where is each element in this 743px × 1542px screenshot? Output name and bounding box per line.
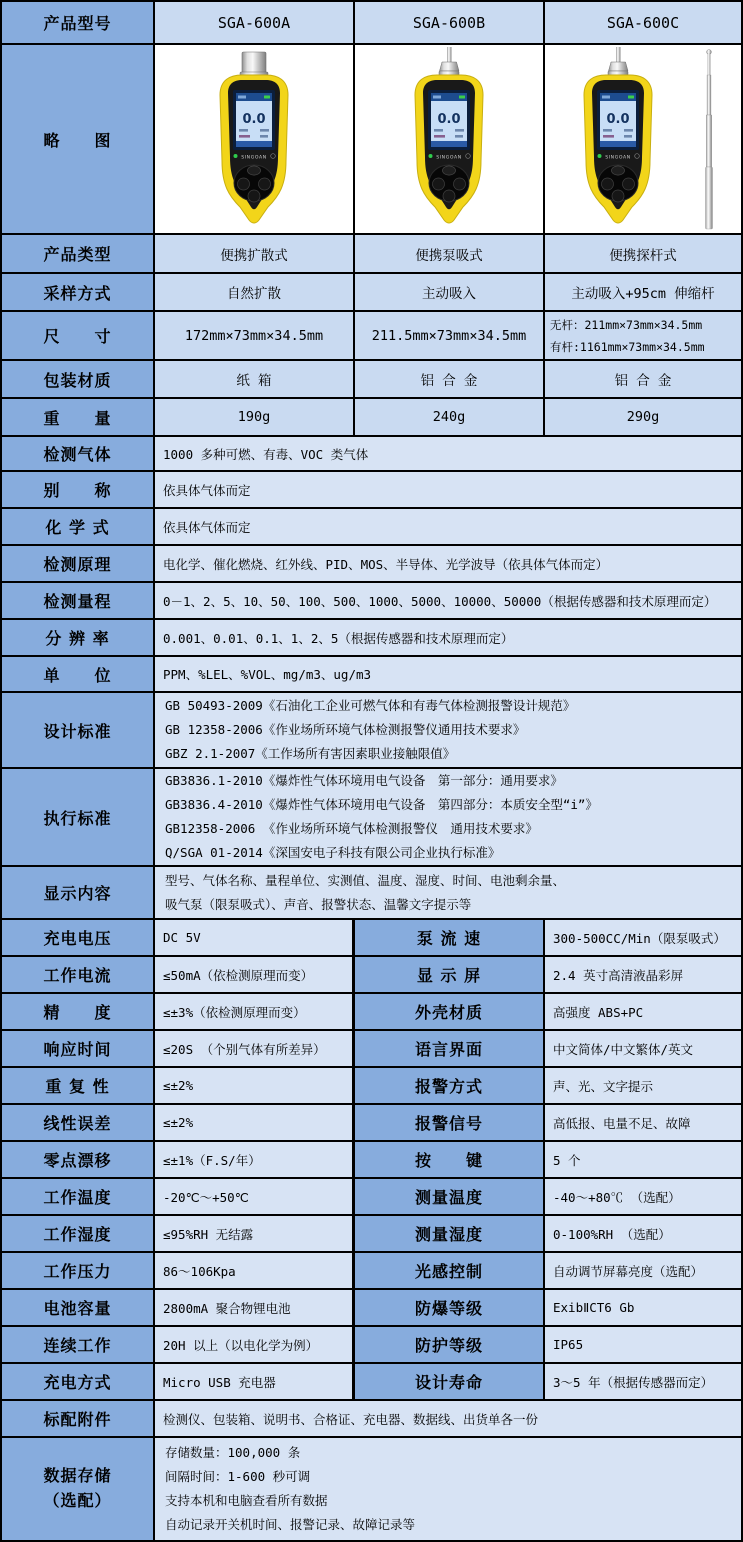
spec-value: -20℃～+50℃ bbox=[155, 1179, 355, 1216]
table-row bbox=[0, 957, 743, 994]
spec-value: 依具体气体而定 bbox=[155, 472, 743, 509]
spec-label: 产品类型 bbox=[0, 235, 155, 274]
spec-label: 按 键 bbox=[355, 1142, 545, 1179]
spec-label: 分 辨 率 bbox=[0, 620, 155, 657]
spec-label: 零点漂移 bbox=[0, 1142, 155, 1179]
spec-label: 别 称 bbox=[0, 472, 155, 509]
spec-value: ExibⅡCT6 Gb bbox=[545, 1290, 743, 1327]
spec-value: 高强度 ABS+PC bbox=[545, 994, 743, 1031]
screen-info-row bbox=[603, 135, 614, 138]
spec-value: 86～106Kpa bbox=[155, 1253, 355, 1290]
header-product-model-label: 产品型号 bbox=[0, 0, 155, 45]
spec-value: ≤±1%（F.S/年） bbox=[155, 1142, 355, 1179]
spec-label: 响应时间 bbox=[0, 1031, 155, 1068]
spec-value: 依具体气体而定 bbox=[155, 509, 743, 546]
spec-label: 执行标准 bbox=[0, 769, 155, 867]
spec-label: 检测气体 bbox=[0, 437, 155, 472]
table-row bbox=[0, 620, 743, 657]
sketch-cell-sga-600a bbox=[155, 45, 355, 235]
spec-label: 报警信号 bbox=[355, 1105, 545, 1142]
left-button bbox=[602, 178, 614, 190]
spec-value: 便携探杆式 bbox=[545, 235, 743, 274]
spec-label: 光感控制 bbox=[355, 1253, 545, 1290]
spec-label bbox=[0, 1438, 155, 1542]
spec-value bbox=[545, 312, 743, 361]
spec-value: 0－1、2、5、10、50、100、500、1000、5000、10000、50000（根据传感器和技术原理而定） bbox=[155, 583, 743, 620]
pump-probe bbox=[616, 47, 621, 62]
spec-value: ≤95%RH 无结露 bbox=[155, 1216, 355, 1253]
table-row bbox=[0, 399, 743, 437]
device-illustration-sga-600c bbox=[558, 47, 728, 231]
spec-value: ≤±2% bbox=[155, 1105, 355, 1142]
left-button bbox=[238, 178, 250, 190]
spec-label: 测量温度 bbox=[355, 1179, 545, 1216]
spec-value: ≤±3%（依检测原理而变） bbox=[155, 994, 355, 1031]
table-row bbox=[0, 769, 743, 867]
spec-label: 工作湿度 bbox=[0, 1216, 155, 1253]
telescopic-rod-segment bbox=[707, 75, 711, 115]
spec-value: Micro USB 充电器 bbox=[155, 1364, 355, 1401]
spec-value: 2.4 英寸高清液晶彩屏 bbox=[545, 957, 743, 994]
spec-value-line: 有杆:1161mm×73mm×34.5mm bbox=[550, 339, 705, 354]
table-row bbox=[0, 1401, 743, 1438]
screen-battery-icon bbox=[264, 96, 270, 99]
spec-label: 工作温度 bbox=[0, 1179, 155, 1216]
screen-signal-icon bbox=[602, 96, 610, 99]
spec-value-line: GB 12358-2006《作业场所环境气体检测报警仪通用技术要求》 bbox=[165, 722, 526, 737]
spec-label: 精 度 bbox=[0, 994, 155, 1031]
screen-battery-icon bbox=[628, 96, 634, 99]
spec-value: 便携泵吸式 bbox=[355, 235, 545, 274]
device-led bbox=[234, 154, 238, 158]
table-row bbox=[0, 1253, 743, 1290]
spec-label: 单 位 bbox=[0, 657, 155, 693]
spec-label: 检测量程 bbox=[0, 583, 155, 620]
spec-label: 显 示 屏 bbox=[355, 957, 545, 994]
spec-label: 泵 流 速 bbox=[355, 920, 545, 957]
spec-value-line: GB3836.4-2010《爆炸性气体环境用电气设备 第四部分：本质安全型“i”》 bbox=[165, 797, 598, 812]
screen-info-row bbox=[624, 135, 632, 138]
spec-value: IP65 bbox=[545, 1327, 743, 1364]
pump-probe bbox=[447, 47, 452, 62]
table-row bbox=[0, 361, 743, 399]
menu-button bbox=[248, 166, 261, 175]
table-row bbox=[0, 583, 743, 620]
table-row bbox=[0, 472, 743, 509]
spec-value: 0-100%RH （选配） bbox=[545, 1216, 743, 1253]
header-model-sga-600c: SGA-600C bbox=[545, 0, 743, 45]
screen-info-row bbox=[239, 135, 250, 138]
spec-value-line: 吸气泵（限泵吸式）、声音、报警状态、温馨文字提示等 bbox=[165, 896, 472, 912]
spec-value: 便携扩散式 bbox=[155, 235, 355, 274]
screen-date-strip bbox=[236, 141, 272, 147]
screen-info-row bbox=[455, 129, 464, 132]
table-row bbox=[0, 1216, 743, 1253]
device-illustration-sga-600b bbox=[389, 47, 509, 231]
table-row bbox=[0, 1364, 743, 1401]
menu-button bbox=[443, 166, 456, 175]
spec-label: 电池容量 bbox=[0, 1290, 155, 1327]
spec-value-line: GB12358-2006 《作业场所环境气体检测报警仪 通用技术要求》 bbox=[165, 821, 538, 836]
table-row bbox=[0, 1327, 743, 1364]
spec-value: 2800mA 聚合物锂电池 bbox=[155, 1290, 355, 1327]
spec-value-line: 自动记录开关机时间、报警记录、故障记录等 bbox=[165, 1517, 416, 1532]
spec-label: 线性误差 bbox=[0, 1105, 155, 1142]
spec-label: 防爆等级 bbox=[355, 1290, 545, 1327]
table-row bbox=[0, 920, 743, 957]
table-row bbox=[0, 1290, 743, 1327]
spec-value: 5 个 bbox=[545, 1142, 743, 1179]
sketch-cell-sga-600c bbox=[545, 45, 743, 235]
spec-value: 主动吸入 bbox=[355, 274, 545, 312]
left-button bbox=[433, 178, 445, 190]
screen-info-row bbox=[455, 135, 463, 138]
spec-value-line: GBZ 2.1-2007《工作场所有害因素职业接触限值》 bbox=[165, 746, 456, 761]
table-row bbox=[0, 235, 743, 274]
spec-value: DC 5V bbox=[155, 920, 355, 957]
spec-value: 290g bbox=[545, 399, 743, 437]
spec-label: 包装材质 bbox=[0, 361, 155, 399]
table-row bbox=[0, 509, 743, 546]
spec-value: 240g bbox=[355, 399, 545, 437]
spec-value: 中文简体/中文繁体/英文 bbox=[545, 1031, 743, 1068]
spec-label: 尺 寸 bbox=[0, 312, 155, 361]
table-row bbox=[0, 1438, 743, 1542]
spec-value bbox=[155, 769, 743, 867]
spec-value: 铝 合 金 bbox=[355, 361, 545, 399]
table-row bbox=[0, 1105, 743, 1142]
spec-label: 设计寿命 bbox=[355, 1364, 545, 1401]
screen-signal-icon bbox=[433, 96, 441, 99]
enter-button bbox=[248, 190, 260, 202]
screen-info-row bbox=[434, 135, 445, 138]
device-screen-value: 0.0 bbox=[437, 112, 461, 127]
spec-value: ≤±2% bbox=[155, 1068, 355, 1105]
spec-value: 检测仪、包装箱、说明书、合格证、充电器、数据线、出货单各一份 bbox=[155, 1401, 743, 1438]
spec-value bbox=[155, 1438, 743, 1542]
spec-label: 充电方式 bbox=[0, 1364, 155, 1401]
spec-value-line: 支持本机和电脑查看所有数据 bbox=[165, 1493, 328, 1508]
spec-label: 测量湿度 bbox=[355, 1216, 545, 1253]
screen-info-row bbox=[603, 129, 612, 132]
device-brand-label: SINGOAN bbox=[436, 155, 462, 161]
spec-label-line: 数据存储 bbox=[43, 1466, 112, 1486]
table-row bbox=[0, 274, 743, 312]
spec-value: 声、光、文字提示 bbox=[545, 1068, 743, 1105]
enter-button bbox=[443, 190, 455, 202]
spec-value-line: 型号、气体名称、量程单位、实测值、温度、湿度、时间、电池剩余量、 bbox=[165, 872, 566, 888]
right-button bbox=[259, 178, 271, 190]
spec-value: 211.5mm×73mm×34.5mm bbox=[355, 312, 545, 361]
screen-battery-icon bbox=[459, 96, 465, 99]
spec-label: 充电电压 bbox=[0, 920, 155, 957]
spec-value: ≤50mA（依检测原理而变） bbox=[155, 957, 355, 994]
table-row bbox=[0, 437, 743, 472]
spec-label: 显示内容 bbox=[0, 867, 155, 920]
sketch-row-label: 略 图 bbox=[0, 45, 155, 235]
spec-label: 采样方式 bbox=[0, 274, 155, 312]
telescopic-rod-segment bbox=[708, 53, 711, 75]
device-screen-value: 0.0 bbox=[606, 112, 630, 127]
spec-value-line: 间隔时间：1-600 秒可调 bbox=[165, 1469, 311, 1484]
table-row bbox=[0, 0, 743, 45]
spec-value: 铝 合 金 bbox=[545, 361, 743, 399]
table-row bbox=[0, 45, 743, 235]
spec-value: 0.001、0.01、0.1、1、2、5（根据传感器和技术原理而定） bbox=[155, 620, 743, 657]
device-illustration-sga-600a bbox=[194, 47, 314, 231]
telescopic-rod-segment bbox=[706, 115, 711, 167]
screen-info-row bbox=[239, 129, 248, 132]
device-brand-label: SINGOAN bbox=[605, 155, 631, 161]
table-row bbox=[0, 867, 743, 920]
table-row bbox=[0, 657, 743, 693]
spec-value: 纸 箱 bbox=[155, 361, 355, 399]
spec-label: 重 复 性 bbox=[0, 1068, 155, 1105]
spec-label: 化 学 式 bbox=[0, 509, 155, 546]
screen-info-row bbox=[260, 129, 269, 132]
right-button bbox=[623, 178, 635, 190]
diffusion-cap bbox=[242, 52, 266, 74]
table-row bbox=[0, 312, 743, 361]
enter-button bbox=[612, 190, 624, 202]
device-led bbox=[598, 154, 602, 158]
spec-value bbox=[155, 867, 743, 920]
spec-value: PPM、%LEL、%VOL、mg/m3、ug/m3 bbox=[155, 657, 743, 693]
screen-date-strip bbox=[600, 141, 636, 147]
spec-value-line: 无杆：211mm×73mm×34.5mm bbox=[550, 317, 703, 332]
spec-label: 标配附件 bbox=[0, 1401, 155, 1438]
table-row bbox=[0, 546, 743, 583]
spec-value: 主动吸入+95cm 伸缩杆 bbox=[545, 274, 743, 312]
spec-label: 防护等级 bbox=[355, 1327, 545, 1364]
header-model-sga-600a: SGA-600A bbox=[155, 0, 355, 45]
spec-value bbox=[155, 693, 743, 769]
table-row bbox=[0, 1179, 743, 1216]
screen-info-row bbox=[434, 129, 443, 132]
spec-label: 外壳材质 bbox=[355, 994, 545, 1031]
spec-label: 重 量 bbox=[0, 399, 155, 437]
spec-value: 172mm×73mm×34.5mm bbox=[155, 312, 355, 361]
spec-label: 工作压力 bbox=[0, 1253, 155, 1290]
probe-cone bbox=[609, 62, 629, 71]
right-button bbox=[454, 178, 466, 190]
spec-label: 连续工作 bbox=[0, 1327, 155, 1364]
spec-label: 设计标准 bbox=[0, 693, 155, 769]
spec-value: -40～+80℃ （选配） bbox=[545, 1179, 743, 1216]
table-row bbox=[0, 1031, 743, 1068]
screen-date-strip bbox=[431, 141, 467, 147]
table-row bbox=[0, 994, 743, 1031]
device-screen-value: 0.0 bbox=[242, 112, 266, 127]
spec-value: 1000 多种可燃、有毒、VOC 类气体 bbox=[155, 437, 743, 472]
spec-value-line: GB 50493-2009《石油化工企业可燃气体和有毒气体检测报警设计规范》 bbox=[165, 698, 576, 713]
spec-value: ≤20S （个别气体有所差异） bbox=[155, 1031, 355, 1068]
device-led bbox=[429, 154, 433, 158]
spec-value: 高低报、电量不足、故障 bbox=[545, 1105, 743, 1142]
table-row bbox=[0, 1142, 743, 1179]
sketch-cell-sga-600b bbox=[355, 45, 545, 235]
spec-value: 20H 以上（以电化学为例） bbox=[155, 1327, 355, 1364]
device-brand-label: SINGOAN bbox=[241, 155, 267, 161]
spec-label: 语言界面 bbox=[355, 1031, 545, 1068]
spec-value: 3～5 年（根据传感器而定） bbox=[545, 1364, 743, 1401]
spec-label: 检测原理 bbox=[0, 546, 155, 583]
screen-info-row bbox=[624, 129, 633, 132]
spec-label-line: （选配） bbox=[43, 1491, 112, 1510]
menu-button bbox=[612, 166, 625, 175]
screen-signal-icon bbox=[238, 96, 246, 99]
table-row bbox=[0, 693, 743, 769]
spec-value: 190g bbox=[155, 399, 355, 437]
spec-value: 电化学、催化燃烧、红外线、PID、MOS、半导体、光学波导（依具体气体而定） bbox=[155, 546, 743, 583]
probe-cone bbox=[440, 62, 460, 71]
header-model-sga-600b: SGA-600B bbox=[355, 0, 545, 45]
spec-label: 工作电流 bbox=[0, 957, 155, 994]
spec-label: 报警方式 bbox=[355, 1068, 545, 1105]
spec-value: 自动调节屏幕亮度（选配） bbox=[545, 1253, 743, 1290]
screen-info-row bbox=[260, 135, 268, 138]
spec-value: 自然扩散 bbox=[155, 274, 355, 312]
telescopic-rod-segment bbox=[706, 167, 713, 229]
spec-value-line: Q/SGA 01-2014《深国安电子科技有限公司企业执行标准》 bbox=[165, 845, 501, 860]
spec-value: 300-500CC/Min（限泵吸式） bbox=[545, 920, 743, 957]
spec-value-line: 存储数量：100,000 条 bbox=[165, 1445, 301, 1460]
spec-value-line: GB3836.1-2010《爆炸性气体环境用电气设备 第一部分：通用要求》 bbox=[165, 773, 563, 788]
table-row bbox=[0, 1068, 743, 1105]
